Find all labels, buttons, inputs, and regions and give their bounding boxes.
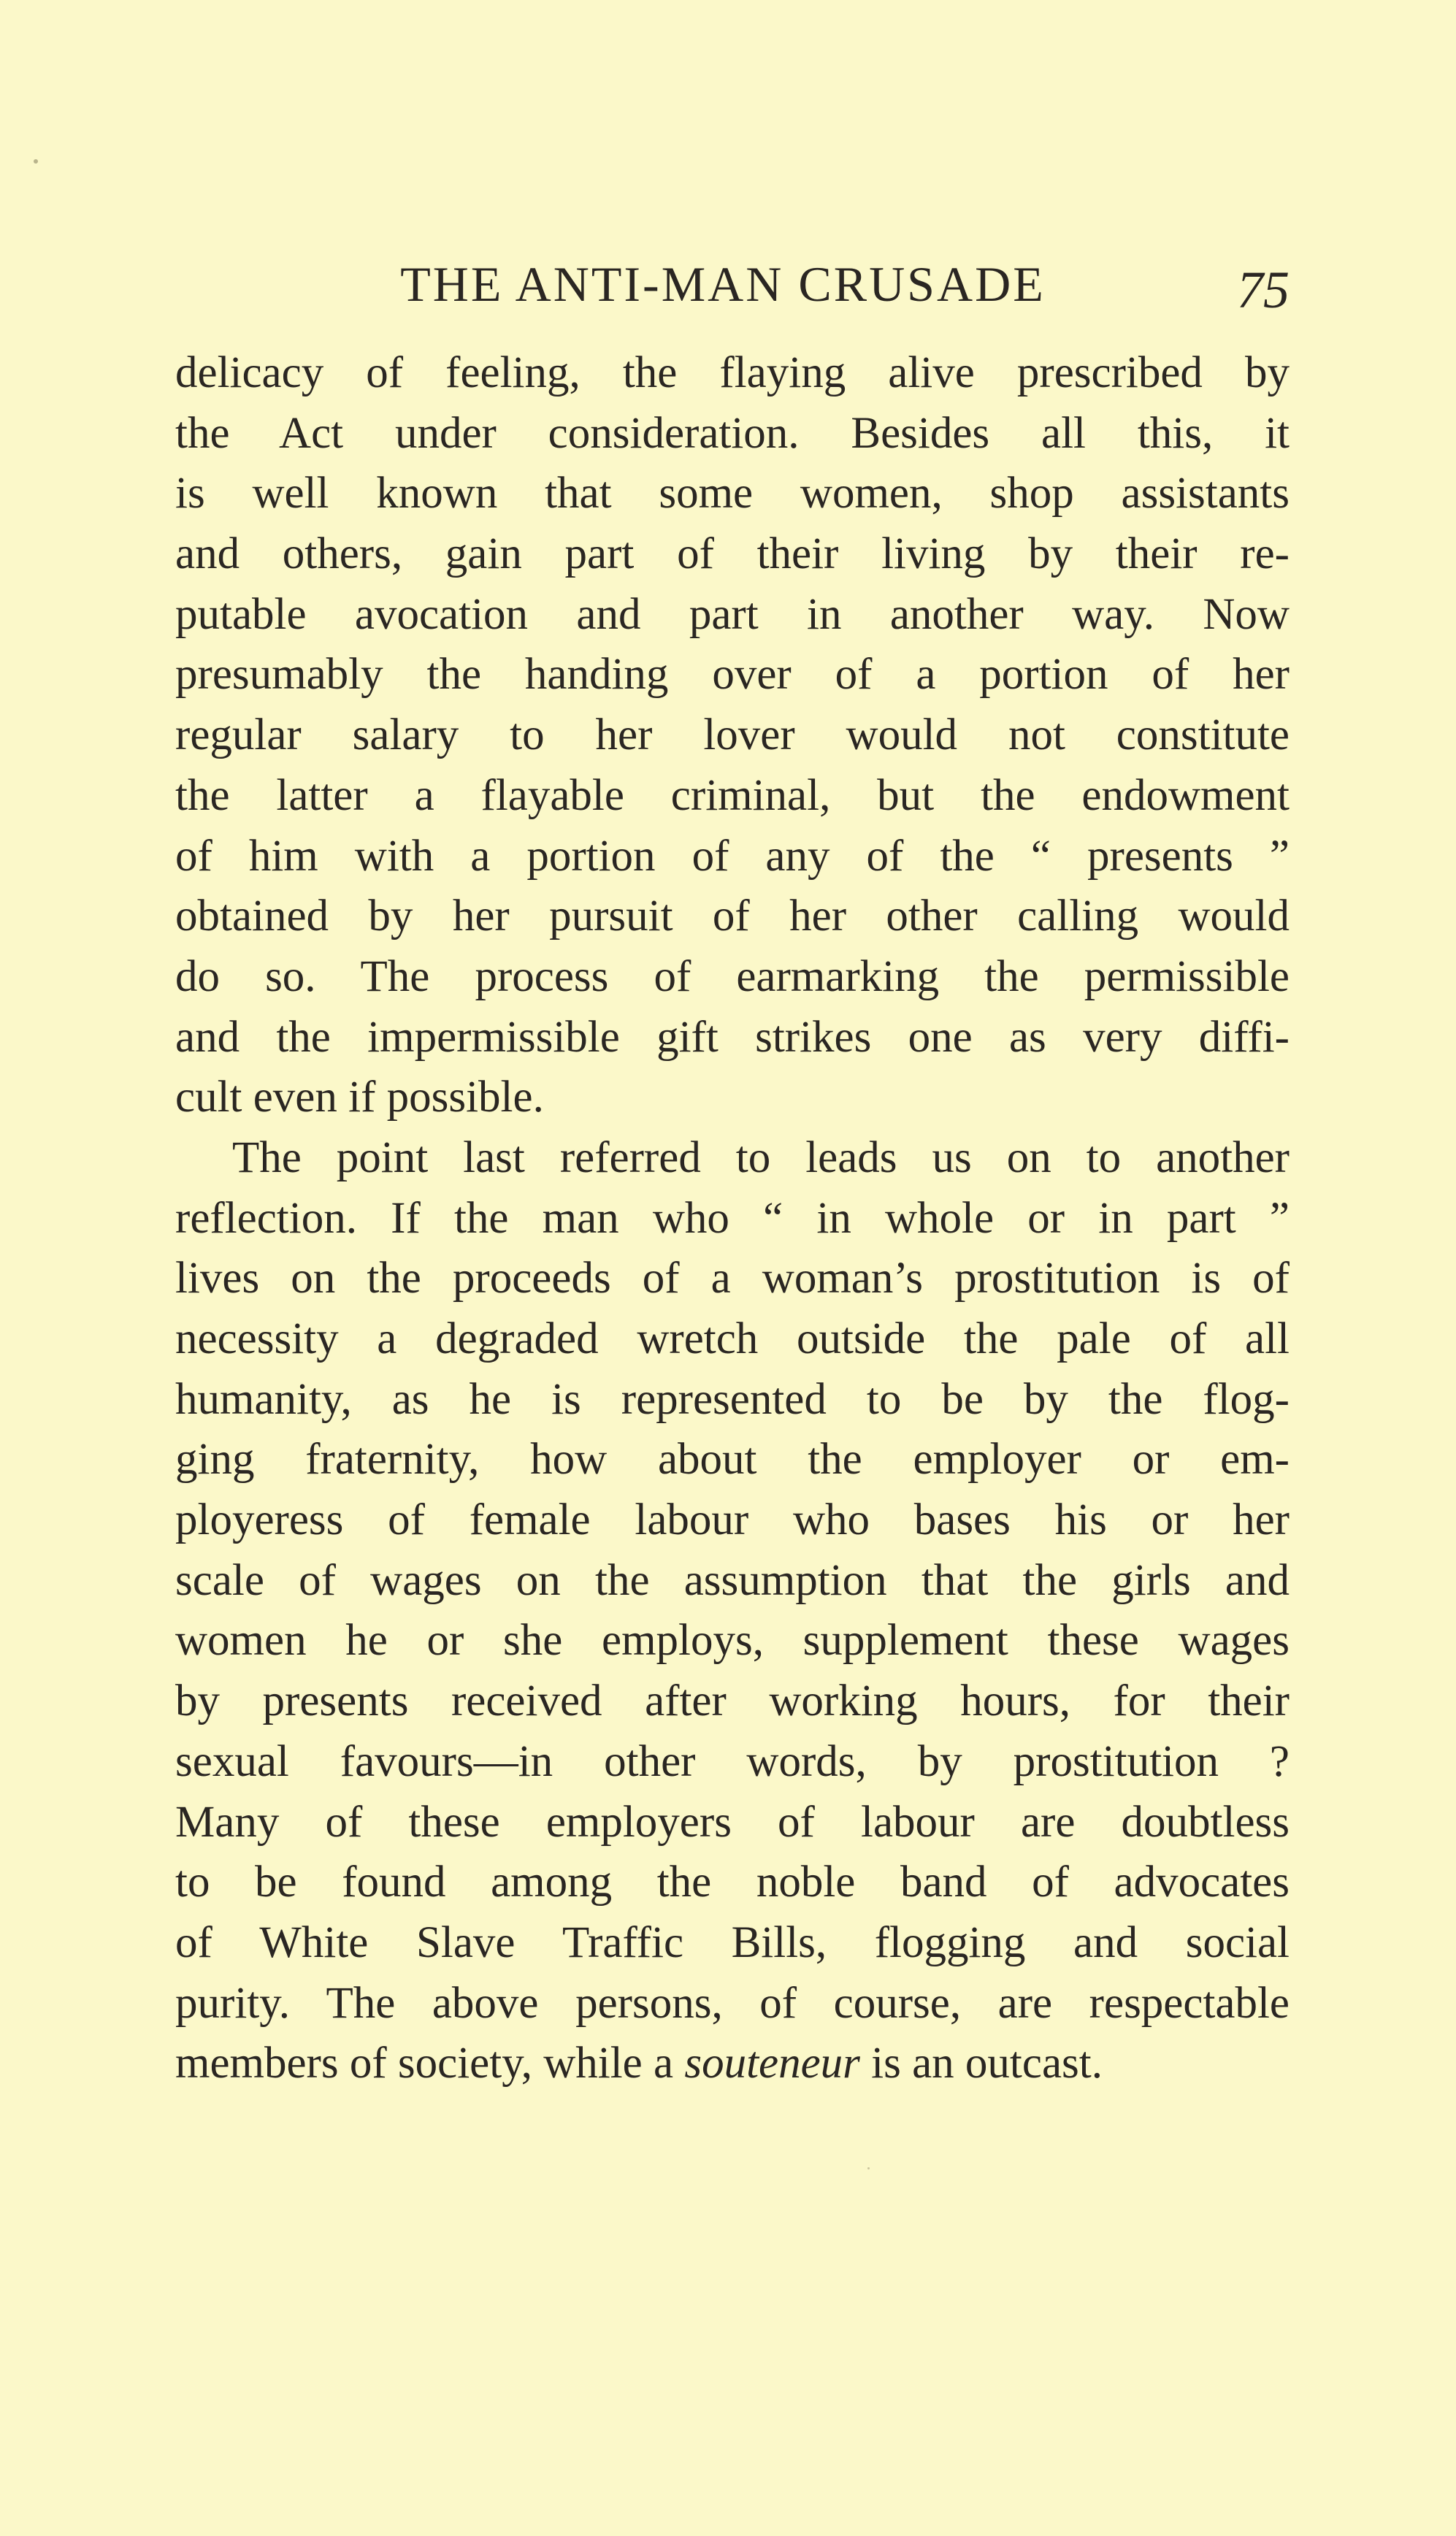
text-line: delicacy of feeling, the flaying alive prescribed by <box>175 348 1290 397</box>
text-line-final <box>175 2034 1290 2094</box>
text-line: to be found among the noble band of advocates <box>175 1858 1290 1907</box>
text-line: women he or she employs, supplement these wages <box>175 1616 1290 1666</box>
text-segment: is an outcast. <box>859 2039 1103 2088</box>
text-line: is well known that some women, shop assistants <box>175 469 1290 518</box>
text-line: presumably the handing over of a portion of her <box>175 650 1290 700</box>
paper-speck <box>867 2167 870 2169</box>
text-line: by presents received after working hours, for their <box>175 1677 1290 1726</box>
text-line: necessity a degraded wretch outside the pale of all <box>175 1314 1290 1363</box>
text-line: and the impermissible gift strikes one as very diffi- <box>175 1012 1290 1062</box>
running-head <box>175 256 1290 321</box>
text-line: the Act under consideration. Besides all this, it <box>175 408 1290 458</box>
text-line: the latter a flayable criminal, but the endowment <box>175 770 1290 820</box>
text-line: putable avocation and part in another way. Now <box>175 589 1290 639</box>
text-line: do so. The process of earmarking the permissible <box>175 951 1290 1001</box>
text-line: humanity, as he is represented to be by the flog- <box>175 1374 1290 1424</box>
text-line: The point last referred to leads us on to another <box>232 1133 1290 1182</box>
text-line: regular salary to her lover would not constitute <box>175 710 1290 760</box>
text-line: and others, gain part of their living by their re- <box>175 529 1290 579</box>
paper-speck <box>34 159 38 164</box>
running-title: THE ANTI-MAN CRUSADE <box>400 256 1046 312</box>
text-line: ging fraternity, how about the employer or em- <box>175 1435 1290 1485</box>
text-line: sexual favours—in other words, by prostitution ? <box>175 1736 1290 1786</box>
page-number: 75 <box>1237 261 1290 319</box>
text-line: scale of wages on the assumption that the girls and <box>175 1555 1290 1605</box>
italic-term: souteneur <box>684 2039 860 2088</box>
paragraph <box>175 1128 1290 2094</box>
text-line: obtained by her pursuit of her other calling would <box>175 892 1290 941</box>
text-line: reflection. If the man who “ in whole or in part ” <box>175 1193 1290 1243</box>
text-line: Many of these employers of labour are doubtless <box>175 1797 1290 1847</box>
paragraph <box>175 343 1290 1128</box>
text-line: purity. The above persons, of course, are respectable <box>175 1978 1290 2028</box>
text-line: lives on the proceeds of a woman’s prostitution is of <box>175 1254 1290 1303</box>
text-segment: members of society, while a <box>175 2039 685 2088</box>
body-text <box>175 343 1290 2094</box>
text-line: cult even if possible. <box>175 1073 544 1122</box>
text-line: ployeress of female labour who bases his or her <box>175 1495 1290 1545</box>
text-line: of White Slave Traffic Bills, flogging and social <box>175 1918 1290 1967</box>
text-line: of him with a portion of any of the “ presents ” <box>175 831 1290 881</box>
